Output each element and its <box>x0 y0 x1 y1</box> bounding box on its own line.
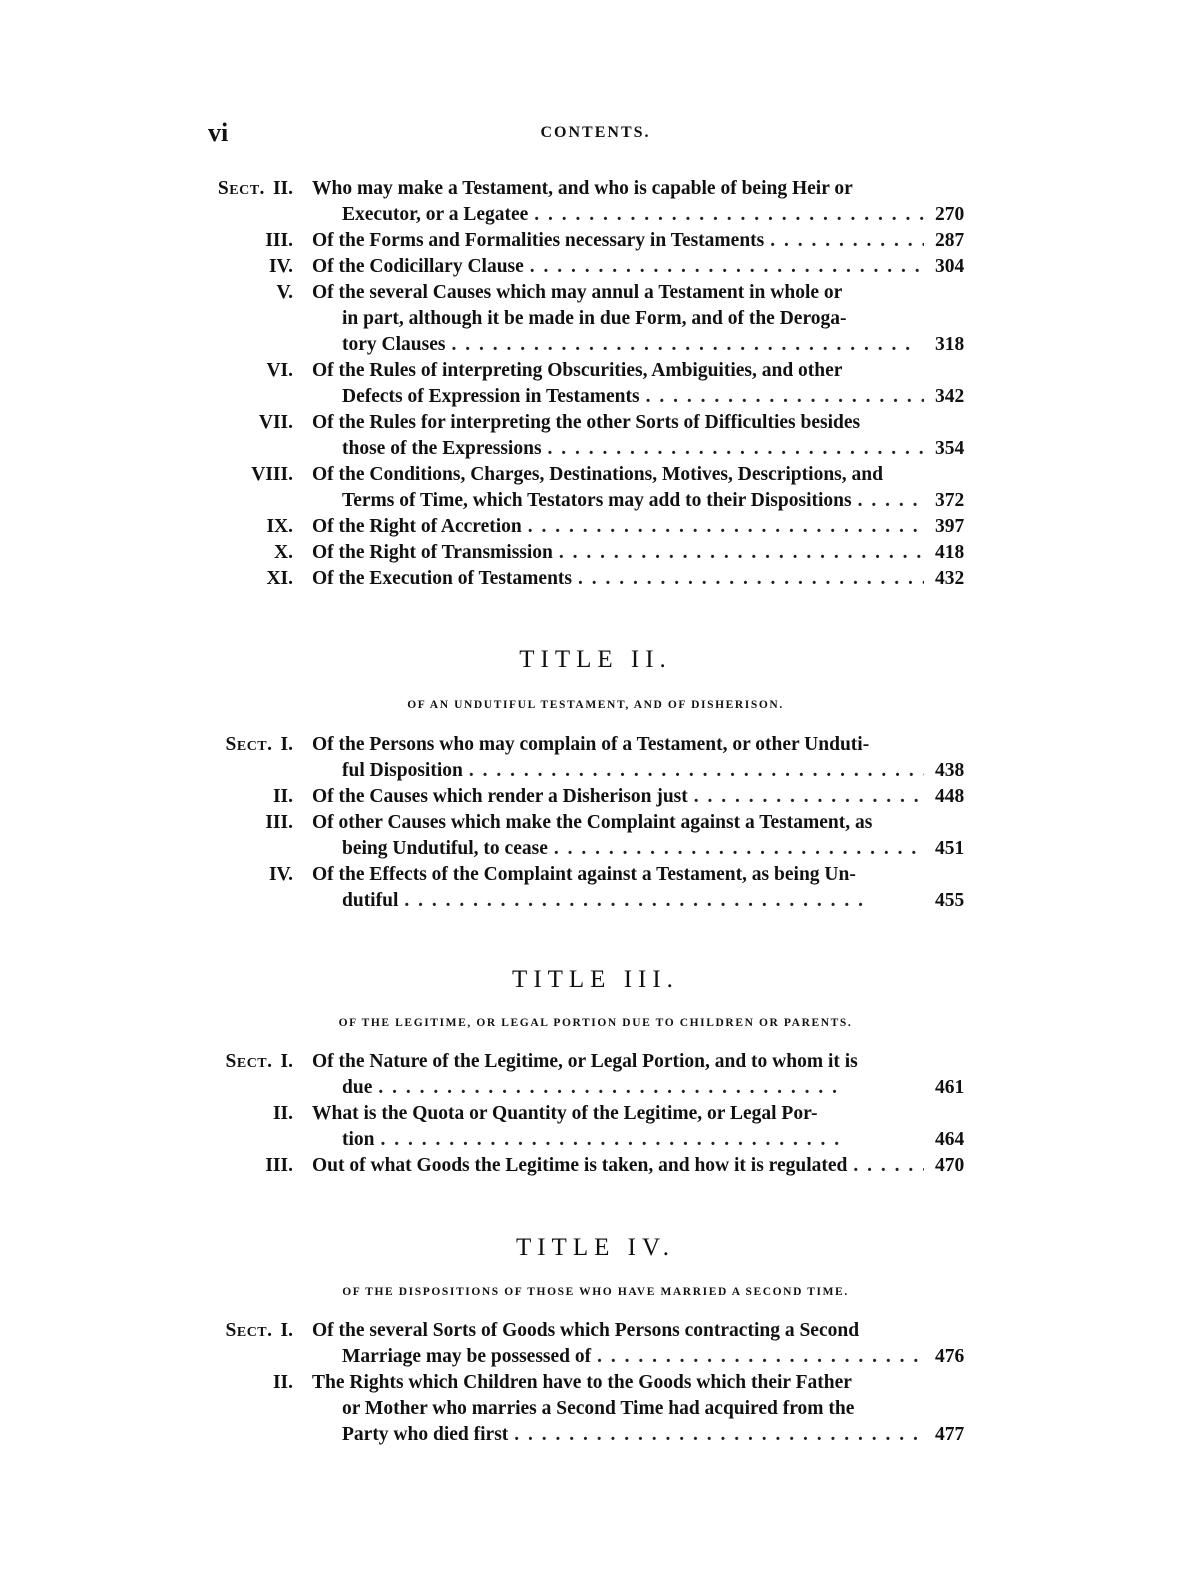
entry-line-text: Of the Forms and Formalities necessary in Testaments <box>312 230 765 251</box>
section-label: Sect. <box>225 1051 273 1072</box>
entry-text <box>312 1153 930 1179</box>
entry-text <box>312 1049 930 1101</box>
entry-line <box>312 1075 930 1101</box>
section-number <box>259 410 293 436</box>
dot-leader <box>559 540 924 566</box>
section-numeral: VII. <box>258 412 293 433</box>
page-number: 461 <box>935 1077 965 1098</box>
section-number <box>273 784 293 810</box>
page-number: 418 <box>935 542 965 563</box>
section-numeral: V. <box>276 282 293 303</box>
section-number <box>274 540 293 566</box>
page-number: 451 <box>935 838 965 859</box>
entry-line <box>312 488 930 514</box>
section-number <box>226 1318 293 1344</box>
entry-line <box>312 332 930 358</box>
section-numeral: II. <box>272 178 293 199</box>
entry-line <box>312 836 930 862</box>
entry-line-text: those of the Expressions <box>342 438 542 459</box>
running-title: CONTENTS. <box>540 124 651 141</box>
entry-line: Of the Rules for interpreting the other Sorts of Difficulties besides <box>312 412 861 433</box>
section-number <box>269 862 293 888</box>
entry-line <box>312 1127 930 1153</box>
section-number <box>266 514 293 540</box>
section-numeral: X. <box>274 542 293 563</box>
entry-line: What is the Quota or Quantity of the Legitime, or Legal Por- <box>312 1103 818 1124</box>
page-number: 342 <box>935 386 965 407</box>
entry-line <box>312 784 930 810</box>
section-numeral: XI. <box>266 568 293 589</box>
section-numeral: III. <box>265 812 293 833</box>
page-number: 438 <box>935 760 965 781</box>
entry-text <box>312 228 930 254</box>
entry-line: Of the several Sorts of Goods which Persons contracting a Second <box>312 1320 860 1341</box>
title-iv-heading: TITLE IV. <box>515 1234 676 1261</box>
page-number: 470 <box>935 1155 965 1176</box>
entry-text <box>312 1370 930 1448</box>
entry-line: Of the Conditions, Charges, Destinations, Motives, Descriptions, and <box>312 464 883 485</box>
entry-line-text: Defects of Expression in Testaments <box>342 386 640 407</box>
entry-line-text: ful Disposition <box>342 760 463 781</box>
section-number <box>265 810 293 836</box>
dot-leader <box>578 566 924 592</box>
entry-text <box>312 462 930 514</box>
page-folio: vi <box>208 118 229 147</box>
dot-leader <box>530 254 924 280</box>
section-number <box>273 1101 293 1127</box>
page-number: 318 <box>935 334 965 355</box>
title-iii-subheading: OF THE LEGITIME, OR LEGAL PORTION DUE TO CHILDREN OR PARENTS. <box>338 1017 853 1029</box>
dot-leader <box>514 1422 924 1448</box>
entry-line <box>312 888 930 914</box>
dot-leader <box>853 1153 924 1179</box>
entry-line-text: Of the Codicillary Clause <box>312 256 524 277</box>
dot-leader <box>534 202 924 228</box>
entry-line <box>312 202 930 228</box>
entry-line <box>312 436 930 462</box>
section-numeral: II. <box>272 1372 293 1393</box>
title-ii-subheading: OF AN UNDUTIFUL TESTAMENT, AND OF DISHERISON. <box>407 699 784 711</box>
dot-leader <box>694 784 924 810</box>
page-number: 432 <box>935 568 965 589</box>
entry-text <box>312 1318 930 1370</box>
entry-text <box>312 410 930 462</box>
section-numeral: II. <box>272 1103 293 1124</box>
entry-line: Who may make a Testament, and who is capable of being Heir or <box>312 178 853 199</box>
entry-line-text: Out of what Goods the Legitime is taken, and how it is regulated <box>312 1155 848 1176</box>
section-numeral: III. <box>265 1155 293 1176</box>
entry-line: Of other Causes which make the Complaint against a Testament, as <box>312 812 873 833</box>
entry-text <box>312 784 930 810</box>
entry-line: The Rights which Children have to the Goods which their Father <box>312 1372 852 1393</box>
title-ii-heading: TITLE II. <box>519 646 672 673</box>
entry-text <box>312 176 930 228</box>
entry-text <box>312 1101 930 1153</box>
dot-leader <box>378 1075 924 1101</box>
dot-leader <box>858 488 924 514</box>
section-label: Sect. <box>217 178 265 199</box>
page-number: 304 <box>935 256 965 277</box>
entry-line: Of the Persons who may complain of a Testament, or other Unduti- <box>312 734 870 755</box>
dot-leader <box>404 888 924 914</box>
entry-line <box>312 1422 930 1448</box>
entry-line-text: due <box>342 1077 373 1098</box>
page-number: 448 <box>935 786 965 807</box>
entry-line-text: Of the Causes which render a Disherison just <box>312 786 688 807</box>
section-number <box>265 228 293 254</box>
section-label: Sect. <box>225 734 273 755</box>
entry-line-text: Marriage may be possessed of <box>342 1346 592 1367</box>
entry-text <box>312 514 930 540</box>
entry-line <box>312 566 930 592</box>
entry-line: or Mother who marries a Second Time had acquired from the <box>342 1398 855 1419</box>
entry-line-text: Terms of Time, which Testators may add to their Dispositions <box>342 490 852 511</box>
entry-text <box>312 540 930 566</box>
section-numeral: I. <box>280 1320 293 1341</box>
entry-line <box>312 1153 930 1179</box>
entry-text <box>312 358 930 410</box>
entry-text <box>312 280 930 358</box>
title-iv-subheading: OF THE DISPOSITIONS OF THOSE WHO HAVE MARRIED A SECOND TIME. <box>342 1286 849 1298</box>
section-numeral: VI. <box>266 360 293 381</box>
page-number: 464 <box>935 1129 965 1150</box>
entry-line-text: tion <box>342 1129 375 1150</box>
entry-line <box>312 514 930 540</box>
dot-leader <box>451 332 924 358</box>
entry-line: in part, although it be made in due Form, and of the Deroga- <box>342 308 847 329</box>
dot-leader <box>554 836 924 862</box>
entry-line-text: dutiful <box>342 890 399 911</box>
entry-line-text: Of the Right of Transmission <box>312 542 553 563</box>
section-number <box>266 358 293 384</box>
section-numeral: IX. <box>266 516 293 537</box>
section-numeral: IV. <box>268 256 293 277</box>
dot-leader <box>548 436 924 462</box>
section-number <box>273 1370 293 1396</box>
section-numeral: VIII. <box>251 464 293 485</box>
entry-line <box>312 228 930 254</box>
entry-text <box>312 566 930 592</box>
title-iii-heading: TITLE III. <box>512 966 679 993</box>
page-number: 397 <box>935 516 965 537</box>
section-numeral: II. <box>272 786 293 807</box>
entry-line: Of the Effects of the Complaint against a Testament, as being Un- <box>312 864 856 885</box>
dot-leader <box>381 1127 924 1153</box>
entry-line-text: Of the Execution of Testaments <box>312 568 572 589</box>
entry-line <box>312 540 930 566</box>
entry-line: Of the Rules of interpreting Obscurities, Ambiguities, and other <box>312 360 843 381</box>
entry-line <box>312 1344 930 1370</box>
section-number <box>218 176 293 202</box>
entry-line-text: Executor, or a Legatee <box>342 204 529 225</box>
entry-text <box>312 862 930 914</box>
page-number: 372 <box>935 490 965 511</box>
page-number: 476 <box>935 1346 965 1367</box>
page-number: 270 <box>935 204 965 225</box>
entry-text <box>312 732 930 784</box>
section-numeral: I. <box>280 1051 293 1072</box>
entry-line-text: being Undutiful, to cease <box>342 838 548 859</box>
dot-leader <box>770 228 924 254</box>
section-numeral: III. <box>265 230 293 251</box>
entry-line-text: tory Clauses <box>342 334 446 355</box>
entry-text <box>312 810 930 862</box>
section-number <box>251 462 293 488</box>
section-number <box>269 254 293 280</box>
page-number: 477 <box>935 1424 965 1445</box>
page-number: 455 <box>935 890 965 911</box>
dot-leader <box>469 758 924 784</box>
section-number <box>226 1049 293 1075</box>
dot-leader <box>528 514 924 540</box>
entry-line <box>312 758 930 784</box>
section-number <box>277 280 293 306</box>
section-number <box>265 1153 293 1179</box>
page-number: 287 <box>935 230 965 251</box>
section-number <box>226 732 293 758</box>
entry-line: Of the several Causes which may annul a Testament in whole or <box>312 282 843 303</box>
section-numeral: I. <box>280 734 293 755</box>
entry-line <box>312 254 930 280</box>
entry-line-text: Party who died first <box>342 1424 509 1445</box>
section-numeral: IV. <box>268 864 293 885</box>
dot-leader <box>597 1344 924 1370</box>
entry-text <box>312 254 930 280</box>
section-number <box>266 566 293 592</box>
entry-line: Of the Nature of the Legitime, or Legal Portion, and to whom it is <box>312 1051 858 1072</box>
section-label: Sect. <box>225 1320 273 1341</box>
entry-line <box>312 384 930 410</box>
dot-leader <box>646 384 924 410</box>
page-number: 354 <box>935 438 965 459</box>
entry-line-text: Of the Right of Accretion <box>312 516 522 537</box>
